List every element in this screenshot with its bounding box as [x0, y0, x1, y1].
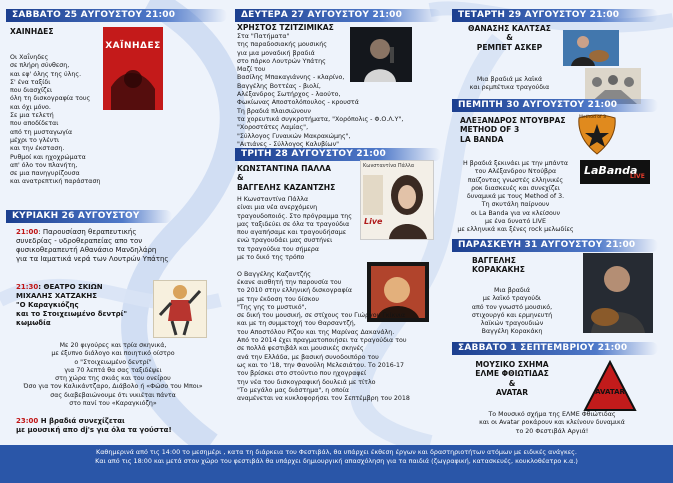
program-item-dj — [16, 417, 221, 435]
time-2130: 21:30 — [16, 283, 39, 291]
kaltsas-guitar-photo — [563, 30, 619, 66]
hydrotherapy-text: : Παρουσίαση θεραπευτικής συνεδρίας - υδροθεραπείας απο τον φυσικοθεραπευτή Αθανάσιο Μανδηλάρη για τα Ιαματικά νερά των Λουτρών Υπάτης — [16, 228, 169, 263]
dj-text: Η βραδιά συνεχίζεται με μουσική απο dj's για όλα τα γούστα! — [16, 417, 172, 434]
album-artist-name: Κωνσταντίνα Πάλλα — [363, 163, 415, 169]
footer-line-children-activities: Και από τις 18:00 και μετά στον χώρο του φεστιβάλ θα υπάρχει δημιουργική απασχόληση για τα παιδιά (ζωγραφική, κατασκευές, κουκλοθέατρο κ.α.) — [95, 457, 578, 465]
shadow-theatre-description: Με 20 φιγούρες και τρία σκηνικά, με έξυπνο διάλογο και ποιητικό οίστρο ο "Στοιχειωμένο δεντρί" για 70 λεπτά θα σας ταξιδέψει στη χώρα της σκιάς και του ονείρου Όσο για τον Καλικάντζαρο, Διάβολο ή «Φώσο του Μποι» σας διαβεβαιώνουμε ότι νικιέται πάντα στο πανί του «Καραγκιόζη» — [23, 342, 203, 408]
footer-bar — [0, 445, 673, 483]
performer-title-tzitzimikas: ΧΡΗΣΤΟΣ ΤΖΙΤΖΙΜΙΚΑΣ — [237, 23, 334, 32]
day-header-tuesday-28: ΤΡΙΤΗ 28 ΑΥΓΟΥΣΤΟΥ 21:00 — [235, 148, 441, 161]
douvras-method-labanda-description: Η βραδιά ξεκινάει με την μπάντα του Αλέξανδρου Ντούβρα παίζοντας γνωστές ελληνικές ροκ διασκευές και συνεχίζει δυναμικά με τους Method of 3. Τη σκυτάλη παίρνουν οι La Banda για να κλείσουν με ένα δυνατό LIVE με ελληνικά και ξένες rock μελωδίες — [457, 160, 574, 234]
performer-title-douvras-method-labanda: ΑΛΕΞΑΝΔΡΟΣ ΝΤΟΥΒΡΑΣ METHOD OF 3 LA BANDA — [460, 116, 566, 144]
chainides-poster — [103, 27, 163, 110]
tzitzimikas-description: Στα "Πατήματα" της παραδοσιακής μουσικής για μια μοναδική βραδιά στο πάρκο Λουτρών Υπάτης Μαζί του Βασίλης Μπακαγιάννης - κλαρίνο, Βαγγέλης Βοττέας - βιολί, Αλέξανδρος Σωτήρχος - λαούτο, Φωκίωνας Αποστολόπουλος - κρουστά Τη βραδιά πλαισιώνουν τα χορευτικά συγκροτήματα, "Χορόπολις - Φ.Ο.Λ.Υ", "Χοροστάτες Λαμίας", "Σύλλογος Γυναικών Μακρακώμης", "Αιτιάνες - Σύλλογος Καλυβίων" — [237, 33, 404, 148]
day-header-sunday-26: ΚΥΡΙΑΚΗ 26 ΑΥΓΟΥΣΤΟΥ — [6, 210, 172, 223]
program-item-shadow-theatre — [16, 283, 146, 328]
performer-title-palla-kazantzis: ΚΩΝΣΤΑΝΤΙΝΑ ΠΑΛΛΑ & ΒΑΓΓΕΛΗΣ ΚΑΖΑΝΤΖΗΣ — [237, 164, 336, 192]
kaltsas-asker-description: Μια βραδιά με λαϊκά και ρεμπέτικα τραγούδια — [469, 76, 550, 92]
korakakis-description: Μια βραδιά με λαϊκό τραγούδι από τον γνωστό μουσικό, στιχουργό και ερμηνευτή λαϊκών τραγουδιών Βαγγέλη Κορακάκη — [471, 287, 553, 336]
day-header-thursday-30: ΠΕΜΠΤΗ 30 ΑΥΓΟΥΣΤΟΥ 21:00 — [452, 99, 658, 112]
poster-title-text: ΧΑΪΝΗΔΕΣ — [105, 41, 161, 51]
avatar-band-logo — [583, 360, 637, 412]
labanda-logo-sub: LIVE — [630, 173, 645, 180]
shadow-theatre-title: : ΘΕΑΤΡΟ ΣΚΙΩΝ ΜΙΧΑΛΗΣ ΧΑΤΖΑΚΗΣ "Ο Καραγκιόζης και το Στοιχειωμένο δεντρί" κωμωδία — [16, 283, 128, 327]
performer-title-kaltsas-asker: ΘΑΝΑΣΗΣ ΚΑΛΤΣΑΣ & ΡΕΜΠΕΤ ΑΣΚΕΡ — [467, 24, 551, 52]
day-header-monday-27: ΔΕΥΤΕΡΑ 27 ΑΥΓΟΥΣΤΟΥ 21:00 — [235, 9, 441, 22]
day-header-saturday-1: ΣΑΒΒΑΤΟ 1 ΣΕΠΤΕΜΒΡΙΟΥ 21:00 — [452, 342, 658, 355]
method-of-3-pick-logo — [575, 114, 619, 156]
performer-title-elme-avatar: ΜΟΥΣΙΚΟ ΣΧΗΜΑ ΕΛΜΕ ΦΘΙΩΤΙΔΑΣ & AVATAR — [475, 360, 549, 398]
performer-title-chainides: ΧΑΙΝΗΔΕΣ — [10, 27, 54, 36]
footer-line-exhibition: Καθημερινά από τις 14:00 το μεσημέρι , κατα τη διάρκεια του Φεστιβάλ, θα υπάρχει έκθεση έργων και δραστηριοτήτων ατόμων με ειδικές ανάγκες. — [96, 448, 577, 456]
performer-title-korakakis: ΒΑΓΓΕΛΗΣ ΚΟΡΑΚΑΚΗΣ — [472, 256, 525, 275]
album-live-label: Live — [364, 217, 383, 226]
korakakis-photo — [583, 253, 653, 333]
day-header-wednesday-29: ΤΕΤΑΡΤΗ 29 ΑΥΓΟΥΣΤΟΥ 21:00 — [452, 9, 658, 22]
day-header-friday-31: ΠΑΡΑΣΚΕΥΗ 31 ΑΥΓΟΥΣΤΟΥ 21:00 — [452, 239, 658, 252]
elme-avatar-description: Το Μουσικό σχήμα της ΕΛΜΕ Φθιώτιδας και οι Avatar ροκάρουν και κλείνουν δυναμικά το 20 Φεστιβάλ Αργιά! — [479, 411, 625, 435]
karagiozis-figure-image — [153, 280, 207, 338]
program-item-hydrotherapy — [16, 228, 221, 264]
palla-kazantzis-description: Η Κωνσταντίνα Πάλλα είναι μια νέα ανερχόμενη τραγουδοποιός. Στο πρόγραμμα της μας ταξιδεύει σε όλα τα τραγούδια που αγαπήσαμε και τραγουδήσαμε ενώ τραγουδάει μας συστήνει τα τραγούδια του σήμερα με το δικό της τρόπο Ο Βαγγέλης Καζαντζής έκανε αισθητή την παρουσία του το 2010 στην ελληνική δισκογραφία με την έκδοση του δίσκου "Της γης το μυστικό", σε δική του μουσική, σε στίχους του Γιώργου Γκίκνια και με τη συμμετοχή του Θαρσαντζή, του Αποστόλου Ρίζου και της Μαρίνας Δακανάλη. Από το 2014 έχει πραγματοποιήσει τα τραγούδια του σε πολλά φεστιβάλ και μουσικές σκηνές ανά την Ελλάδα, με βασική συνοδοιπόρο του ως και το '18, την Φανούλη Μελεσιάτου. Το 2016-17 τον βρίσκει στο στούντιο που ηχογραφεί την νέα του δισκογραφική δουλειά με τίτλο "Το μεγάλο μας διάστημα", η οποία αναμένεται να κυκλοφορήσει τον Σεπτέμβρη του 2018 — [237, 196, 410, 403]
labanda-live-logo — [580, 160, 650, 184]
avatar-logo-text: AVATAR — [595, 388, 625, 396]
chainides-description: Οι Χαΐνηδες σε πλήρη σύνθεση, και εφ' όλης της ύλης. Σ' ένα ταξίδι που διασχίζει όλη τη δισκογραφία τους και όχι μόνο. Σε μια τελετή που αποδίδεται από τη μυσταγωγία μέχρι το γλέντι και την έκσταση. Ρυθμοί και ηχοχρώματα απ' όλο τον πλανήτη, σε μια πανηγυρίζουσα και ανατρεπτική παράσταση — [10, 54, 101, 186]
labanda-logo-text: LaBanda — [584, 164, 638, 177]
pick-label: Method of 3 — [579, 115, 606, 120]
time-2100: 21:00 — [16, 228, 39, 236]
day-header-saturday-25: ΣΑΒΒΑΤΟ 25 ΑΥΓΟΥΣΤΟΥ 21:00 — [6, 9, 227, 22]
time-2300: 23:00 — [16, 417, 39, 425]
